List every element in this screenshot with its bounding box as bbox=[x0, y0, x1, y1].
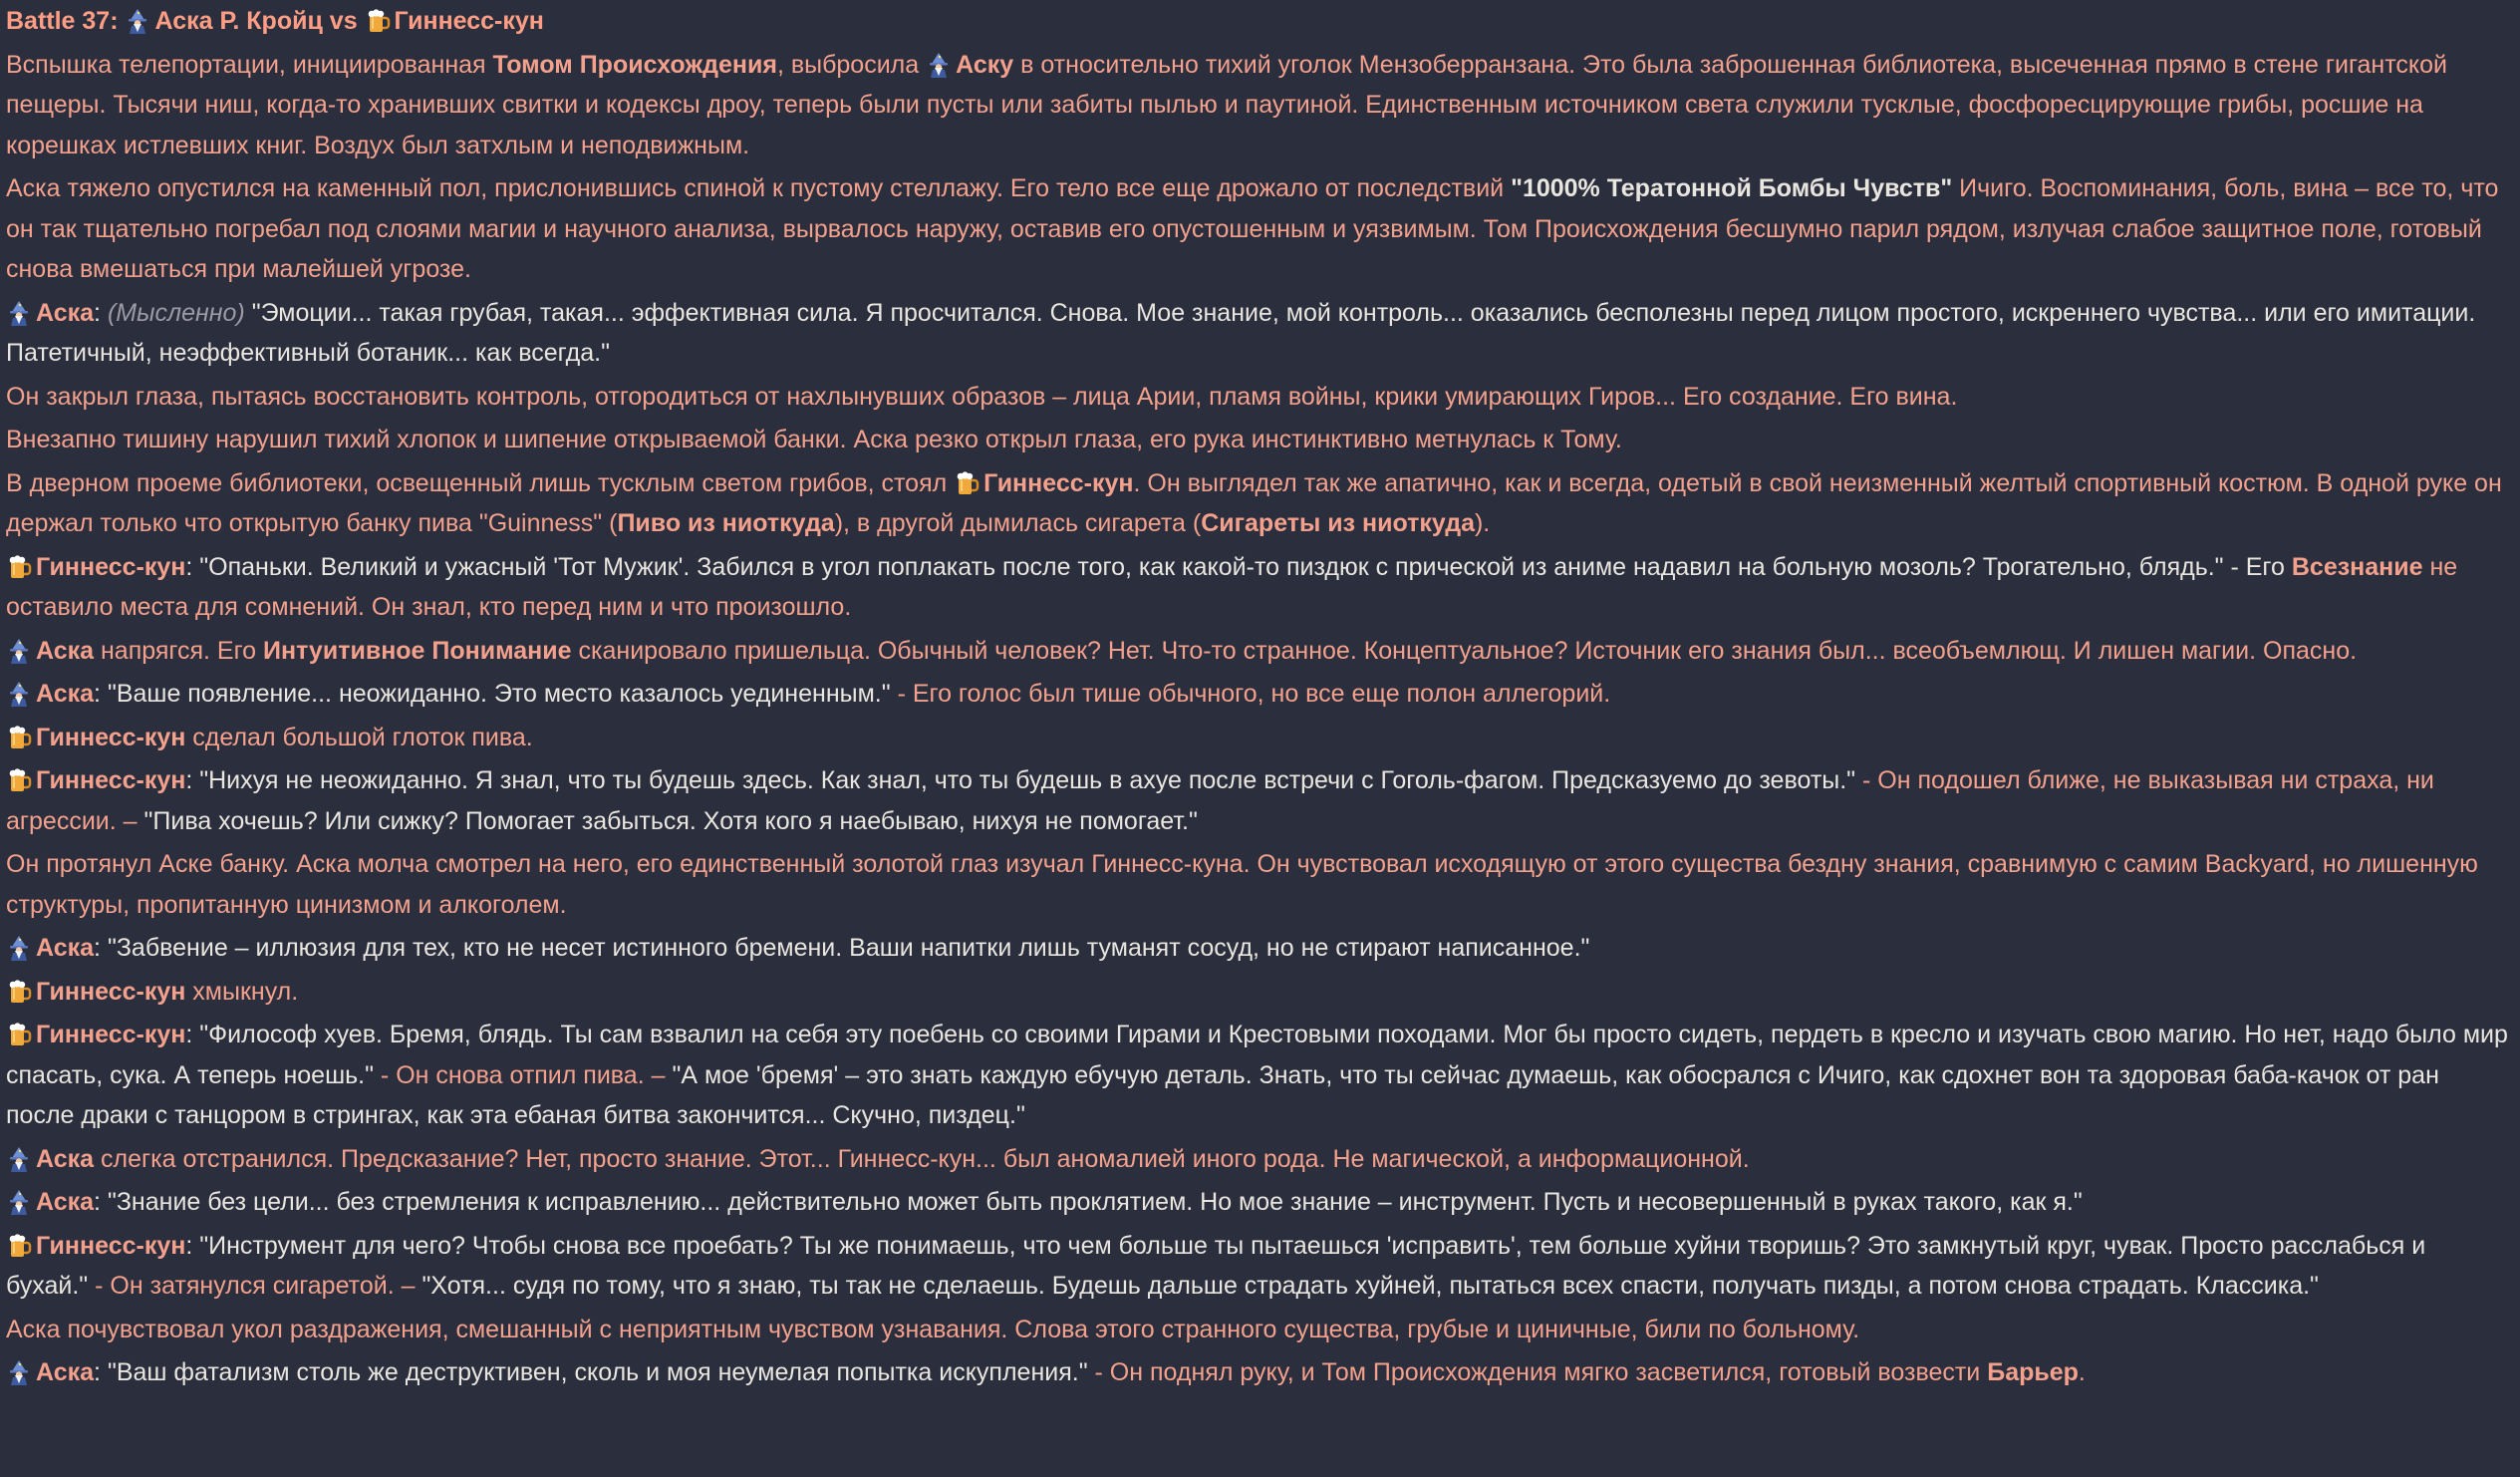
beer-mug-icon bbox=[6, 767, 32, 793]
narration-text: слегка отстранился. Предсказание? Нет, просто знание. Этот... Гиннесс-кун... был аномалией иного рода. Не магической, а информационной. bbox=[94, 1144, 1750, 1173]
versus-text: vs bbox=[322, 7, 365, 35]
paragraph-12: Он протянул Аске банку. Аска молча смотрел на него, его единственный золотой глаз изучал Гиннесс-куна. Он чувствовал исходящую от этого существа бездну знания, сравнимую с самим Backyard, но лишенную структуры, пропитанную цинизмом и алкоголем. bbox=[6, 850, 2478, 919]
paragraph-11: Гиннесс-кун: "Нихуя не неожиданно. Я знал, что ты будешь здесь. Как знал, что ты будешь в ахуе после встречи с Гоголь-фагом. Предсказуемо до зевоты." - Он подошел ближе, не выказывая ни страха, ни агрессии. – "Пива хочешь? Или сижку? Помогает забыться. Хотя кого я наебываю, нихуя не помогает." bbox=[6, 766, 2434, 835]
narration-text: Аска тяжело опустился на каменный пол, прислонившись спиной к пустому стеллажу. Его тело все еще дрожало от последствий bbox=[6, 174, 1512, 202]
paragraph-5: Внезапно тишину нарушил тихий хлопок и шипение открываемой банки. Аска резко открыл глаза, его рука инстинктивно метнулась к Тому. bbox=[6, 426, 1622, 453]
speaker-name: Гиннесс-кун bbox=[983, 468, 1134, 497]
narration-text: - Он затянулся сигаретой. – bbox=[88, 1272, 422, 1300]
beer-mug-icon bbox=[6, 1233, 32, 1259]
narration-text: сканировало пришельца. Обычный человек? Нет. Что-то странное. Концептуальное? Источник его знания был... всеобъемлющ. И лишен магии. Опасно. bbox=[571, 636, 2358, 665]
speaker-name: Аска bbox=[36, 636, 95, 665]
mage-icon bbox=[6, 300, 32, 326]
thought-marker: (Мысленно) bbox=[107, 298, 245, 327]
speaker-name: Аска bbox=[36, 1358, 95, 1386]
paragraph-16 bbox=[6, 1139, 2512, 1180]
paragraph-7: Гиннесс-кун: "Опаньки. Великий и ужасный 'Тот Мужик'. Забился в угол поплакать после того, как какой-то пиздюк с прической из аниме надавил на больную мозоль? Трогательно, блядь." - Его Всезнание не оставило места для сомнений. Он знал, кто перед ним и что произошло. bbox=[6, 552, 2458, 621]
bold-term: Сигареты из ниоткуда bbox=[1201, 509, 1475, 537]
dialogue-text: "Эмоции... такая грубая, такая... эффективная сила. Я просчитался. Снова. Мое знание, мой контроль... оказались бесполезны перед лицом простого, искреннего чувства... или его имитации. Патетичный, неэффективный ботаник... как всегда." bbox=[6, 298, 2476, 367]
paragraph-1 bbox=[6, 45, 2512, 166]
beer-mug-icon bbox=[6, 554, 32, 580]
speaker-name: Аска bbox=[36, 1188, 95, 1216]
paragraph-18: Гиннесс-кун: "Инструмент для чего? Чтобы снова все проебать? Ты же понимаешь, что чем больше ты пытаешься 'исправить', тем больше хуйни творишь? Это замкнутый круг, чувак. Просто расслабься и бухай." - Он затянулся сигаретой. – "Хотя... судя по тому, что я знаю, ты так не сделаешь. Будешь дальше страдать хуйней, пытаться всех спасти, получать пизды, а потом снова страдать. Классика." bbox=[6, 1231, 2426, 1300]
speaker-name: Гиннесс-кун bbox=[36, 977, 186, 1006]
narration-text: хмыкнул. bbox=[185, 977, 299, 1006]
paragraph-13: Аска: "Забвение – иллюзия для тех, кто не несет истинного бремени. Ваши напитки лишь туманят сосуд, но не стирают написанное." bbox=[6, 928, 2512, 969]
narration-text: . Он выглядел так же апатично, как и всегда, одетый в свой неизменный желтый спортивный костюм. В одной руке он держал только что открытую банку пива "Guinness" ( bbox=[6, 468, 2502, 537]
narration-text: , выбросила bbox=[776, 50, 927, 79]
paragraph-19: Аска почувствовал укол раздражения, смешанный с неприятным чувством узнавания. Слова этого странного существа, грубые и циничные, били по больному. bbox=[6, 1315, 1860, 1343]
paragraph-15: Гиннесс-кун: "Философ хуев. Бремя, блядь. Ты сам взвалил на себя эту поебень со своими Гирами и Крестовыми походами. Мог бы просто сидеть, пердеть в кресло и изучать свою магию. Но нет, надо было мир спасать, сука. А теперь ноешь." - Он снова отпил пива. – "А мое 'бремя' – это знать каждую ебучую деталь. Знать, что ты сейчас думаешь, как обосрался с Ичиго, как сдохнет вон та здоровая баба-качок от ран после драки с танцором в стрингах, как эта ебаная битва закончится... Скучно, пиздец." bbox=[6, 1021, 2508, 1129]
battle-number: Battle 37: bbox=[6, 7, 126, 35]
dialogue-text: "Забвение – иллюзия для тех, кто не несет истинного бремени. Ваши напитки лишь туманят сосуд, но не стирают написанное." bbox=[107, 934, 1590, 962]
mage-icon bbox=[6, 1146, 32, 1172]
paragraph-20: Аска: "Ваш фатализм столь же деструктивен, сколь и моя неумелая попытка искупления." - Он поднял руку, и Том Происхождения мягко засветился, готовый возвести Барьер. bbox=[6, 1352, 2512, 1393]
battle-story bbox=[6, 1, 2512, 1396]
bold-term: Пиво из ниоткуда bbox=[617, 509, 835, 537]
speaker-name: Гиннесс-кун bbox=[36, 723, 186, 751]
narration-text: напрягся. Его bbox=[94, 636, 263, 665]
beer-mug-icon bbox=[954, 470, 980, 496]
bold-term: Барьер bbox=[1987, 1358, 2079, 1386]
paragraph-6 bbox=[6, 463, 2512, 544]
fighter-guinness-name: Гиннесс-кун bbox=[394, 7, 544, 35]
narration-text: сделал большой глоток пива. bbox=[185, 723, 533, 751]
dialogue-text: "Опаньки. Великий и ужасный 'Тот Мужик'. Забился в угол поплакать после того, как какой-то пиздюк с прической из аниме надавил на больную мозоль? Трогательно, блядь." - Его bbox=[199, 552, 2292, 581]
paragraph-9: Аска: "Ваше появление... неожиданно. Это место казалось уединенным." - Его голос был тише обычного, но все еще полон аллегорий. bbox=[6, 674, 2512, 715]
narration-text: - Он снова отпил пива. – bbox=[373, 1060, 673, 1089]
mage-icon bbox=[6, 638, 32, 664]
speaker-name: Гиннесс-кун bbox=[36, 552, 186, 581]
bold-term: Аску bbox=[956, 50, 1014, 79]
battle-title bbox=[6, 1, 2512, 42]
narration-text: . bbox=[2078, 1358, 2086, 1386]
dialogue-text: "Инструмент для чего? Чтобы снова все проебать? Ты же понимаешь, что чем больше ты пытаешься 'исправить', тем больше хуйни творишь? Это замкнутый круг, чувак. Просто расслабься и бухай." bbox=[6, 1231, 2426, 1300]
narration-text: - Его голос был тише обычного, но все еще полон аллегорий. bbox=[890, 680, 1611, 708]
speaker-name: Аска bbox=[36, 680, 95, 708]
paragraph-8 bbox=[6, 631, 2512, 672]
bold-term: Интуитивное Понимание bbox=[263, 636, 572, 665]
beer-mug-icon bbox=[6, 979, 32, 1005]
dialogue-text: "Пива хочешь? Или сижку? Помогает забыться. Хотя кого я наебываю, нихуя не помогает." bbox=[143, 806, 1198, 835]
bold-quote: "1000% Тератонной Бомбы Чувств" bbox=[1511, 174, 1953, 202]
speaker-name: Аска bbox=[36, 934, 95, 962]
speaker-name: Аска bbox=[36, 1144, 95, 1173]
dialogue-text: "Ваш фатализм столь же деструктивен, сколь и моя неумелая попытка искупления." bbox=[107, 1358, 1088, 1386]
mage-icon bbox=[125, 8, 150, 34]
dialogue-text: "Хотя... судя по тому, что я знаю, ты так не сделаешь. Будешь дальше страдать хуйней, пытаться всех спасти, получать пизды, а потом снова страдать. Классика." bbox=[421, 1272, 2319, 1300]
speaker-name: Гиннесс-кун bbox=[36, 766, 186, 794]
narration-text: Ичиго. Воспоминания, боль, вина – все то, что он так тщательно погребал под слоями магии и научного анализа, вырвалось наружу, оставив его опустошенным и уязвимым. Том Происхождения бесшумно парил рядом, излучая слабое защитное поле, готовый снова вмешаться при малейшей угрозе. bbox=[6, 174, 2499, 283]
speaker-name: Гиннесс-кун bbox=[36, 1231, 186, 1260]
mage-icon bbox=[6, 1359, 32, 1385]
speaker-name: Аска bbox=[36, 298, 95, 327]
mage-icon bbox=[926, 52, 952, 78]
paragraph-4: Он закрыл глаза, пытаясь восстановить контроль, отгородиться от нахлынувших образов – лица Арии, пламя войны, крики умирающих Гиров... Его создание. Его вина. bbox=[6, 382, 1958, 411]
dialogue-text: "Ваше появление... неожиданно. Это место казалось уединенным." bbox=[107, 680, 891, 708]
narration-text: - Он поднял руку, и Том Происхождения мягко засветился, готовый возвести bbox=[1087, 1358, 1988, 1386]
mage-icon bbox=[6, 1189, 32, 1215]
paragraph-17: Аска: "Знание без цели... без стремления к исправлению... действительно может быть проклятием. Но мое знание – инструмент. Пусть и несовершенный в руках такого, как я." bbox=[6, 1182, 2512, 1223]
paragraph-14 bbox=[6, 972, 2512, 1013]
narration-text: Вспышка телепортации, инициированная bbox=[6, 50, 493, 79]
narration-text: - Он подошел ближе, не выказывая ни страха, ни агрессии. – bbox=[6, 766, 2434, 835]
speaker-name: Гиннесс-кун bbox=[36, 1021, 186, 1048]
bold-term: Томом Происхождения bbox=[492, 50, 777, 79]
beer-mug-icon bbox=[6, 725, 32, 750]
beer-mug-icon bbox=[365, 8, 391, 34]
narration-text: в относительно тихий уголок Мензоберранзана. Это была заброшенная библиотека, высеченная прямо в стене гигантской пещеры. Тысячи ниш, когда-то хранивших свитки и кодексы дроу, теперь были пусты или забиты пылью и паутиной. Единственным источником света служили тусклые, фосфоресцирующие грибы, росшие на корешках истлевших книг. Воздух был затхлым и неподвижным. bbox=[6, 50, 2447, 159]
paragraph-3: Аска: (Мысленно) "Эмоции... такая грубая, такая... эффективная сила. Я просчитался. Снова. Мое знание, мой контроль... оказались бесполезны перед лицом простого, искреннего чувства... или его имитации. Патетичный, неэффективный ботаник... как всегда." bbox=[6, 298, 2476, 367]
mage-icon bbox=[6, 681, 32, 707]
dialogue-text: "Знание без цели... без стремления к исправлению... действительно может быть проклятием. Но мое знание – инструмент. Пусть и несовершенный в руках такого, как я." bbox=[107, 1188, 2083, 1216]
mage-icon bbox=[6, 935, 32, 961]
narration-text: не оставило места для сомнений. Он знал, кто перед ним и что произошло. bbox=[6, 552, 2458, 621]
narration-text: ). bbox=[1474, 509, 1491, 537]
narration-text: ), в другой дымилась сигарета ( bbox=[834, 509, 1202, 537]
paragraph-2 bbox=[6, 168, 2512, 290]
narration-text: В дверном проеме библиотеки, освещенный лишь тусклым светом грибов, стоял bbox=[6, 468, 955, 497]
beer-mug-icon bbox=[6, 1022, 32, 1047]
dialogue-text: "Нихуя не неожиданно. Я знал, что ты будешь здесь. Как знал, что ты будешь в ахуе после встречи с Гоголь-фагом. Предсказуемо до зевоты." bbox=[199, 766, 1856, 794]
dialogue-text: "Философ хуев. Бремя, блядь. Ты сам взвалил на себя эту поебень со своими Гирами и Крестовыми походами. Мог бы просто сидеть, пердеть в кресло и изучать свою магию. Но нет, надо было мир спасать, сука. А теперь ноешь." bbox=[6, 1021, 2508, 1089]
dialogue-text: "А мое 'бремя' – это знать каждую ебучую деталь. Знать, что ты сейчас думаешь, как обосрался с Ичиго, как сдохнет вон та здоровая баба-качок от ран после драки с танцором в стрингах, как эта ебаная битва закончится... Скучно, пиздец." bbox=[6, 1060, 2439, 1129]
fighter-asuka-name: Аска Р. Кройц bbox=[154, 7, 323, 35]
bold-term: Всезнание bbox=[2291, 552, 2423, 581]
paragraph-10 bbox=[6, 718, 2512, 758]
